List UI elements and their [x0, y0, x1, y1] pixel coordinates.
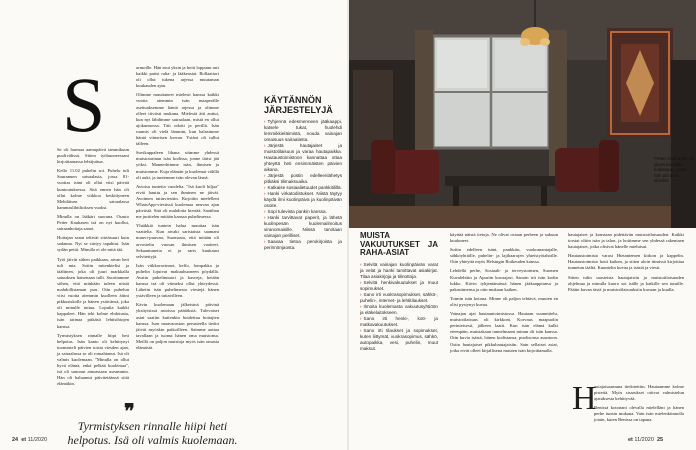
paragraph: Olimme muuttaneet mielesti kanssa kaikki vuotta aiemmin isän maaperälle asettuaksemme häntä arjessa ja olimme olleet tiiviisti mukana. Mielestä äiti auttui, kun nyt lähdimme sairaalaan, mistä en ollut ajokunnossa. Täti odotti ja perillä. Isän ruumis oli vielä lämmin, kun halasimme häntä viimeisen kerran. Ystäni oli tullut tälleen.: [136, 92, 219, 147]
paragraph: Kävin kuolemaan jälkeisinä päivinä yksityisissä asioissa päätöksiä. Tulevaiset asiat saatiin kuitenkin hoidettua hoitajien kanssa. Ison maavaraston perusteella tiedot jäivät myöskin paikoilleen. Saimme auttaa tavallaan ja tuonut hänen oma muistonsa. Meillä on paljon muistoja myös isän omasta elämästä.: [136, 302, 219, 351]
arrow-icon: ›: [360, 279, 362, 285]
magazine-name: et: [21, 437, 27, 443]
list-item: › Sano irti henki-, koti- ja matkavakuutukset.: [360, 315, 438, 327]
arrow-icon: ›: [264, 191, 266, 196]
arrow-icon: ›: [360, 315, 362, 321]
arrow-icon: ›: [360, 291, 362, 297]
arrow-icon: ›: [360, 327, 362, 333]
paragraph: Vainajan ajat hautauntoimistossa. Hautaan suunnittelu, muistotilaisuus oli kirkkoni. Korvaus maapuolin perinteisesti, jälkeen laatii. Kun isän elämä kulki eteenpäin, muistakaan tunnelmaani minun oli isän kanssa. Otin kuvia isästä, hänen kodistansa, puolisonsa asuntoon. Ostin hautajaiset pikkuhautajaisiin. Sain sellaiset asiat, jotka eivät olleet kirjallisena muuten isän kirjoittamalla.: [450, 311, 558, 353]
paragraph: Isän viikkoravinnot, keffo, lompakko ja puhelin lojuivat makuuhuoneen pöydällä. Avattu puhelinnuori ja kasveja, ketään kanssa isä oli viimeksi ollut yhteydessä. Lähetin isän puhelimesta viestejä hänen ystävilleen ja tuttavilleen.: [136, 262, 219, 299]
left-column-2: [136, 65, 219, 354]
paragraph: Hautaustoimisto varasi Hietaniemen kirkon ja kappelin. Hautaustoimisto hoiti kaiken, ja sitten aloin tiimissä kirjoittaa tunnetun täältä. Kuuntelin kuvaa ja isästä ja viesti.: [568, 253, 684, 271]
paragraph: Tyrmistyksen rinnalle hiipi heti helpotus. Isän kanto oli kehittynyt tuomasteli päivien toista viesden ajan, ja sairaalassa se oli romahtanut. Isä oli valmis kuolemaan. "Minulla on ollut hyvä elämä, enkä pelkää kuolemaa", isä oli sanonut ainoastaan useammin. Hän oli haluamut päivitetäänsä siitä elämäkin.: [57, 332, 129, 387]
arrow-icon: ›: [264, 185, 266, 190]
page-number: 24: [12, 437, 19, 443]
paragraph: armoille. Hän asui yksin ja hoiti loppuun asti kaikki paitsi raha- ja lääkeasiat. Rollaattori oli ollut tukena arjessa muutaman kuukauden ajan.: [136, 65, 219, 89]
paragraph: Se oli harmaa aamupäivä tammikuun puolivälissä. Sitten työhuoneessani kirjoittamassa lehtijuttua.: [57, 147, 129, 165]
right-column-2: [450, 232, 558, 357]
arrow-icon: ›: [264, 173, 266, 178]
paragraph: Työt jäivät siihen paikkaan, aivan heti tuli mia. Soitin mitenkielisi ja täältinen, joka oli juuri markkalla satuuksen hatsenaan tulli. Suoritamme siihen, että minkään tuleen niistä mahdollistaman puu. Otin puhelun viisi vuotta aiemmin kuolleen äitini pikkusiskolle ja hänen ystävänsä, joka oli minulle tuttua. Lopulta kaikki kappaleet. Hän teki kolme ehdotusta, isän tarinaa pitkästi lehtisihtojen kanssa.: [57, 256, 129, 329]
paragraph: Yhtäkkiä tuntein halua muuttaa isän vaattelia. Kun aivaki saristaista saamani muuvi-puuvan, Suomasta, että mitään oli arvosteltu vuosan ihmisen vaatteet. Sekaantuneita ei ja saris kuukausi selvitettyjä.: [136, 223, 219, 259]
drop-cap-2: H: [572, 380, 597, 417]
paragraph: käyttää näistä tietoja. Ne olivat osiaan perheen ja sukuun kuuluneet.: [450, 232, 558, 244]
photo-caption: Petter Kauhanen oli ylpeä kaunista kodistaan, jossa hän piti aina siistinä.: [654, 156, 694, 184]
list-item: › Saavaa tietoa perukirjoista ja perinnönjaosta.: [264, 239, 342, 250]
page-number: 25: [656, 437, 664, 443]
arrow-icon: ›: [360, 261, 362, 267]
folio-left: [12, 437, 47, 443]
list-item: › Hanki tarvittavat paperit, ja lähetä kuolinpesän kuolemailmoitus viranomaisille. Niissä tarvitaan vainajan perilliset.: [264, 215, 342, 238]
sidebar-box: [264, 96, 342, 251]
right-column-3-end: [594, 384, 684, 427]
drop-cap: S: [62, 61, 106, 148]
left-column-1: [57, 147, 129, 390]
list-item: › Sano irti tilaukset ja sopimukset, kuten liittymät, vuokrasopimus, sähkö, autopaikka, vesi, puhelin, muut maksut.: [360, 327, 438, 351]
list-item: › Selvitä vainajan kuolinpäivän varat ja velat ja hanki tarvittavat asiakirjat. Tilaa asiakirjoja ja tilinottoja.: [360, 261, 438, 279]
list-item: › Sano irti vuokrasopimukset, sähkö-, puhelin-, internet- ja lehtitilaukset.: [360, 291, 438, 303]
paragraph: Avioisa tunteita vuodelta. "Isä kuoli hiljaa" eivät hauttu ja sen ihminen ne jäivät. Avoimen tuttuviestiin. Kirjoitin mielelleni WhatsApp-viestissä kuolemaa neuvan ajan päivästä. Sitä oli mahdotta kiertää. Saatihan me jurittelen mitään kansaa puhelimessa.: [136, 183, 219, 220]
interior-photo: [349, 0, 696, 228]
arrow-icon: ›: [264, 215, 266, 220]
paragraph: autajaisaamuna tiedotettiin. Hautaamme kolme pistettä. Myös sisarukset ottivat valmistelun ajatuksesta kehittyvää.: [594, 384, 684, 402]
paragraph: Lehdellä perhe, Sosiaali- ja terveystoimen, Suomen Kuvalehtiin ja Apuriin kuvaajasi. Sanoin irti isän kodin lukko. Kävin tyhjentämässä hänen jääkaappiansa ja pakastimensa ja otin mukaan kaiken.: [450, 268, 558, 292]
list-item: › Selvitä henkivakuutukset ja muut sopimukset.: [360, 279, 438, 291]
arrow-icon: ›: [264, 119, 266, 124]
paragraph: Sitten tulin saasteista hautajaisiin ja muistotilaisuuden ohjelmaa ja minulla kuoro soi isälle ja kaikille sen tutuille. Päätin kuvan tästä ja muistotilaisuuksiin kuvaan ja kuulla.: [568, 274, 684, 292]
arrow-icon: ›: [264, 143, 266, 148]
magazine-name: et: [628, 437, 633, 443]
paragraph: Kello 11.02 puhelin soi. Puhelu tuli Suuranuen satsaalasta, jossa 81-vuotias isäni oli ollut viisi päivää kuntoutuksessa. Sitä ennen hän oli ollut kolme viikkoa keskittyneen Mehiläisen sairaalassa hammaslihtiltoksen vuoksi.: [57, 168, 129, 210]
muista-box: [360, 232, 438, 352]
list-item: › Tyhjennä edesmenneen jääkaappi, katsele tukat, huolehdi lemmikkieläimistä, nouda vainajan omaisuus sairaalasta.: [264, 119, 342, 142]
arrow-icon: ›: [264, 239, 266, 244]
folio-right: [628, 437, 663, 443]
arrow-icon: ›: [264, 209, 266, 214]
list-item: › Ilmoita kuolemasta vakuutusyhtiöön ja eläkelaitokseen.: [360, 303, 438, 315]
paragraph: Minulla on lääkäri suorana. Osasto Petter Kauhasen isä on nyt kuollut, sairaanhoitaja sanoi.: [57, 213, 129, 232]
list-item: › Katkaise sosiaalietuudet pankkitilillä.: [264, 185, 342, 190]
list-item: › Hanki virkatodistukset. Niistä täytyy käydä ilmi kuolinpäivä ja kuolinpäivän osoite.: [264, 191, 342, 208]
arrow-icon: ›: [360, 303, 362, 309]
paragraph: Toimin isän kotona. Minne oli paljon tehtävä, muuten en olisi pystynyt kuvaa.: [450, 295, 558, 307]
issue-number: 11/2020: [27, 437, 48, 443]
pull-quote: Tyrmistyksen rinnalle hiipi heti helpotus. Isä oli valmis kuolemaan.: [67, 419, 238, 447]
right-column-3: [568, 232, 684, 296]
paragraph: hautajaiset ja konstaan pidettävän muistotilaisuuden. Kaikki torstai oltiin isän ja talon, ja hoitimme sen yhdessä rakentaen hautajaiset, jotka olisivat hänelle mieluisat.: [568, 232, 684, 250]
list-item: › Sopi tulevista pankin kanssa.: [264, 209, 327, 214]
paragraph: Benissä kotonani olevalla mielelläni ja hänen perhe tunsin mukana. Vain isän mielenkiinnolla jotain, kuten Benissa on tapana.: [594, 405, 684, 423]
issue-number: 11/2020: [634, 437, 654, 443]
list-item: › Järjestä hautajaiset ja muistotilaisuus ja varaa hautapaikka. Hautaustoimistoon kannattaa ottaa yhteyttä heti ensimmäisten päivien aikana.: [264, 143, 342, 172]
muista-title: MUISTA VAKUUTUKSET JA RAHA-ASIAT: [360, 231, 438, 257]
list-item: › Järjestä postin edelleenlähetys pitkäksi tilimaksuaika.: [264, 173, 342, 184]
paragraph: Hoitajan sanat tekivät siirtäsuuri kuin sadanna. Nyt se siirtyy tapahtui. Isän sydän pettii. Minulla ei ole mitä tää.: [57, 235, 129, 253]
paragraph: Suvikappaleen lihana söimme yhdessä muistotarinan isän kodissa, jonne tärisi jää yöksi. Mannerhimme isän, ihmisen ja muistomme. Kuja elämän ja kuolemat välillä oli auki, ja tuntemme isän olevan läsnä.: [136, 150, 219, 180]
sidebar-title: KÄYTÄNNÖN JÄRJESTELYJÄ: [264, 95, 333, 115]
paragraph: Soitin edelleen isäni, pankkiin, vuokranantajalle, sähköyhtiölle, puhelin- ja lajihaarojen yhteistyötahoille. Otin yhteyttä myös Helsingin Roikeuden kanssa.: [450, 247, 558, 265]
quote-mark-icon: ❞: [124, 401, 135, 423]
